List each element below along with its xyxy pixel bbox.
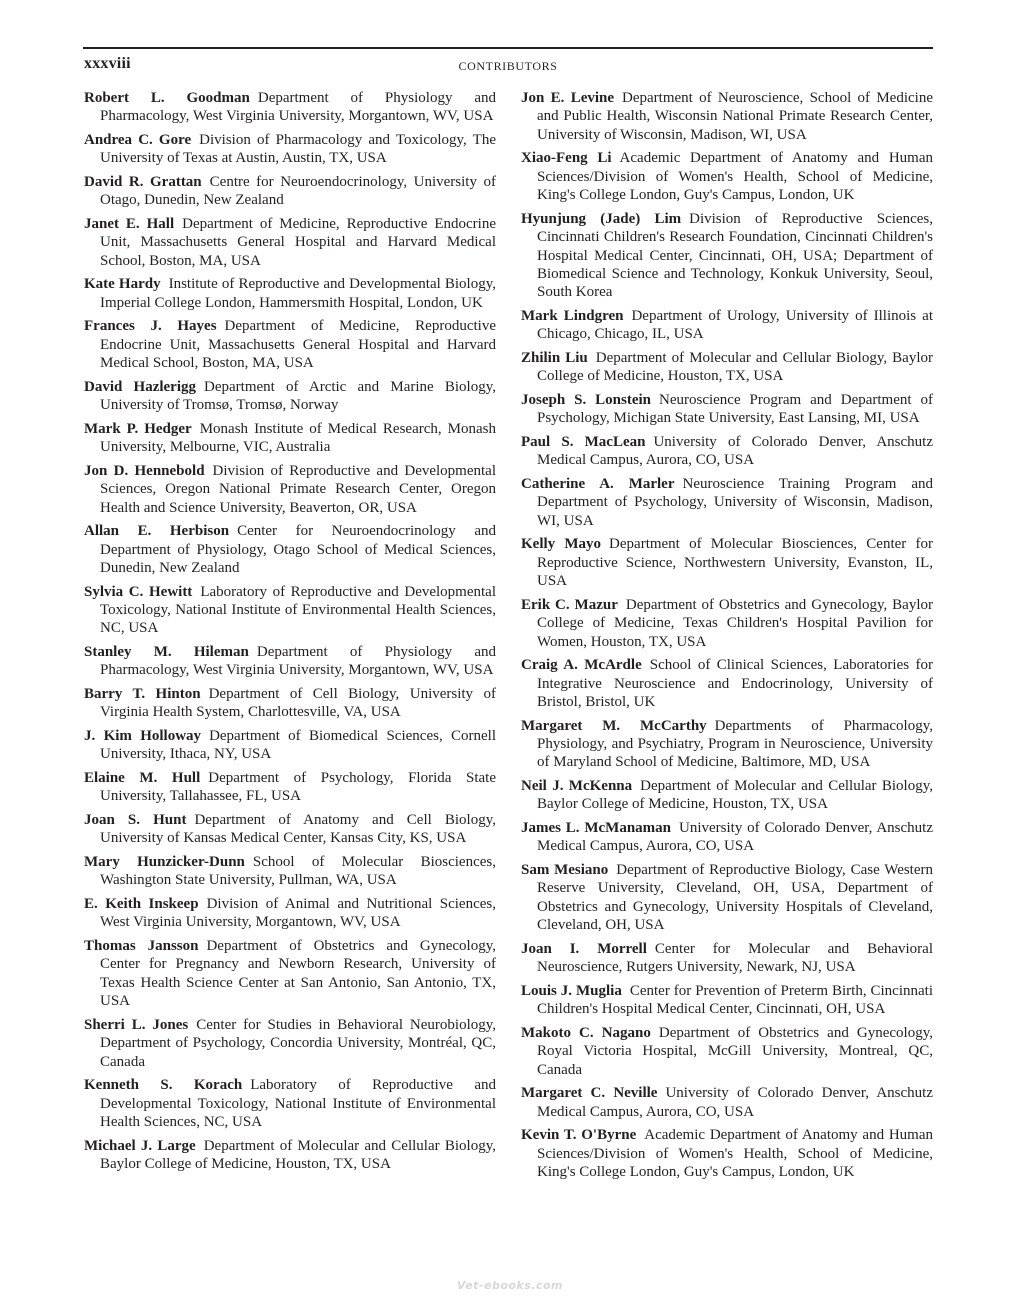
contributor-name: J. Kim Holloway xyxy=(84,728,202,745)
contributor-affiliation: Department of Physiology and Pharmacology, West Virginia University, Morgantown, WV, USA xyxy=(100,90,496,125)
contributor-name: Craig A. McArdle xyxy=(521,657,642,674)
contributor-affiliation: Department of Molecular and Cellular Biology, Baylor College of Medicine, Houston, TX, USA xyxy=(537,778,934,813)
page-number: xxxviii xyxy=(84,55,131,72)
contributor-entry xyxy=(521,391,933,428)
contributor-affiliation: Centre for Neuroendocrinology, University of Otago, Dunedin, New Zealand xyxy=(100,174,496,209)
contributor-affiliation: Department of Biomedical Sciences, Cornell University, Ithaca, NY, USA xyxy=(100,728,497,763)
contributor-name: James L. McManaman xyxy=(521,820,672,837)
contributor-affiliation: Division of Reproductive and Developmental Sciences, Oregon National Primate Research Center, Oregon Health and Science University, Beaverton, OR, USA xyxy=(100,462,496,516)
contributor-entry xyxy=(521,1024,933,1079)
contributor-affiliation: Department of Medicine, Reproductive Endocrine Unit, Massachusetts General Hospital and Harvard Medical School, Boston, MA, USA xyxy=(100,318,496,372)
contributor-name: Joan I. Morrell xyxy=(521,940,647,957)
contributors-right-column xyxy=(521,89,933,1187)
contributor-affiliation: Division of Reproductive Sciences, Cincinnati Children's Research Foundation, Cincinnati Children's Hospital Medical Center, Cincinnati, OH, USA; Department of Biomedical Science and Technology, Konkuk University, Seoul, South Korea xyxy=(537,210,933,301)
contributor-affiliation: University of Colorado Denver, Anschutz Medical Campus, Aurora, CO, USA xyxy=(537,820,933,855)
contributor-entry xyxy=(521,982,933,1019)
contributor-entry xyxy=(521,777,933,814)
contributor-entry xyxy=(84,89,496,126)
contributor-name: David Hazlerigg xyxy=(84,378,197,395)
contributor-entry xyxy=(84,685,496,722)
contributor-entry xyxy=(84,522,496,577)
contributor-name: Louis J. Muglia xyxy=(521,982,622,999)
contributor-entry xyxy=(84,769,496,806)
contributor-entry xyxy=(521,1084,933,1121)
contributor-affiliation: Department of Obstetrics and Gynecology, Center for Pregnancy and Newborn Research, University of Texas Health Science Center at San Antonio, San Antonio, TX, USA xyxy=(100,938,496,1010)
contributor-entry xyxy=(521,210,933,302)
contributor-name: Margaret M. McCarthy xyxy=(521,717,707,734)
contributor-name: Jon D. Hennebold xyxy=(84,462,205,479)
contributor-affiliation: Center for Molecular and Behavioral Neuroscience, Rutgers University, Newark, NJ, USA xyxy=(537,940,933,976)
contributor-affiliation: Laboratory of Reproductive and Developmental Toxicology, National Institute of Environmental Health Sciences, NC, USA xyxy=(100,583,497,637)
contributor-entry xyxy=(521,89,933,144)
contributor-name: Mary Hunzicker-Dunn xyxy=(84,854,245,871)
contributor-affiliation: Laboratory of Reproductive and Developmental Toxicology, National Institute of Environmental Health Sciences, NC, USA xyxy=(100,1077,496,1131)
contributor-affiliation: Department of Cell Biology, University of Virginia Health System, Charlottesville, VA, USA xyxy=(100,686,496,721)
contributor-name: Andrea C. Gore xyxy=(84,132,192,148)
contributor-name: Mark P. Hedger xyxy=(84,420,192,437)
contributor-name: E. Keith Inskeep xyxy=(84,896,199,913)
contributor-name: Sylvia C. Hewitt xyxy=(84,583,193,600)
contributor-entry xyxy=(84,643,496,680)
contributor-entry xyxy=(84,937,496,1011)
contributor-name: Makoto C. Nagano xyxy=(521,1024,651,1041)
contributor-entry xyxy=(521,149,933,204)
contributor-name: Joan S. Hunt xyxy=(84,812,187,829)
contributor-entry xyxy=(84,420,496,457)
running-head: CONTRIBUTORS xyxy=(458,59,558,73)
contributors-left-column xyxy=(84,89,496,1179)
contributor-name: David R. Grattan xyxy=(84,174,202,190)
contributor-affiliation: Center for Neuroendocrinology and Department of Physiology, Otago School of Medical Sciences, Dunedin, New Zealand xyxy=(100,523,497,577)
contributor-affiliation: Division of Animal and Nutritional Sciences, West Virginia University, Morgantown, WV, USA xyxy=(100,896,496,931)
contributor-entry xyxy=(84,131,496,168)
contributor-name: Mark Lindgren xyxy=(521,308,624,325)
contributor-affiliation: Department of Medicine, Reproductive Endocrine Unit, Massachusetts General Hospital and Harvard Medical School, Boston, MA, USA xyxy=(100,216,496,269)
contributor-entry xyxy=(521,433,933,470)
contributor-name: Allan E. Herbison xyxy=(84,523,230,540)
contributor-affiliation: Department of Neuroscience, School of Medicine and Public Health, Wisconsin National Primate Research Center, University of Wisconsin, Madison, WI, USA xyxy=(537,90,933,143)
contributor-affiliation: Academic Department of Anatomy and Human Sciences/Division of Women's Health, School of Medicine, King's College London, Guy's Campus, London, UK xyxy=(537,150,933,204)
contributor-affiliation: Department of Molecular and Cellular Biology, Baylor College of Medicine, Houston, TX, USA xyxy=(537,350,933,385)
contributor-affiliation: Department of Psychology, Florida State University, Tallahassee, FL, USA xyxy=(100,770,497,805)
contributor-name: Janet E. Hall xyxy=(84,216,175,232)
contributor-entry xyxy=(521,307,933,344)
contributor-affiliation: Center for Studies in Behavioral Neurobiology, Department of Psychology, Concordia University, Montréal, QC, Canada xyxy=(100,1016,497,1070)
contributor-entry xyxy=(521,349,933,386)
contributor-entry xyxy=(84,317,496,372)
contributor-name: Neil J. McKenna xyxy=(521,778,633,795)
contributor-name: Hyunjung (Jade) Lim xyxy=(521,210,682,227)
contributor-name: Joseph S. Lonstein xyxy=(521,392,651,409)
contributor-entry xyxy=(521,475,933,530)
contributor-name: Robert L. Goodman xyxy=(84,90,250,106)
contributor-name: Sam Mesiano xyxy=(521,862,609,879)
contributor-entry xyxy=(84,462,496,517)
contributor-entry xyxy=(521,717,933,772)
contributor-affiliation: Departments of Pharmacology, Physiology, and Psychiatry, Program in Neuroscience, University of Maryland School of Medicine, Baltimore, MD, USA xyxy=(537,717,933,771)
contributor-name: Jon E. Levine xyxy=(521,90,615,106)
contributor-affiliation: Neuroscience Training Program and Department of Psychology, University of Wisconsin, Madison, WI, USA xyxy=(537,476,933,529)
contributor-entry xyxy=(84,173,496,210)
contributor-entry xyxy=(84,275,496,312)
contributor-name: Zhilin Liu xyxy=(521,350,588,367)
contributor-name: Paul S. MacLean xyxy=(521,434,646,451)
contributor-name: Xiao-Feng Li xyxy=(521,150,612,167)
contributor-entry xyxy=(84,1016,496,1071)
contributor-affiliation: Neuroscience Program and Department of Psychology, Michigan State University, East Lansing, MI, USA xyxy=(537,392,933,427)
contributor-name: Margaret C. Neville xyxy=(521,1085,658,1102)
contributor-affiliation: Department of Molecular and Cellular Biology, Baylor College of Medicine, Houston, TX, USA xyxy=(100,1137,496,1173)
contributor-entry xyxy=(84,215,496,270)
contributor-affiliation: Department of Molecular Biosciences, Center for Reproductive Science, Northwestern University, Evanston, IL, USA xyxy=(537,536,933,590)
watermark: Vet-ebooks.com xyxy=(456,1279,564,1292)
contributor-entry xyxy=(84,378,496,415)
contributor-name: Sherri L. Jones xyxy=(84,1016,189,1033)
contributor-name: Barry T. Hinton xyxy=(84,686,201,703)
contributor-entry xyxy=(84,727,496,764)
contributor-affiliation: University of Colorado Denver, Anschutz Medical Campus, Aurora, CO, USA xyxy=(537,1085,933,1120)
contributor-affiliation: Center for Prevention of Preterm Birth, Cincinnati Children's Hospital Medical Center, Cincinnati, OH, USA xyxy=(537,982,934,1018)
contributor-affiliation: Academic Department of Anatomy and Human Sciences/Division of Women's Health, School of Medicine, King's College London, Guy's Campus, London, UK xyxy=(537,1127,933,1181)
contributor-name: Kelly Mayo xyxy=(521,536,602,553)
contributor-entry xyxy=(521,596,933,651)
contributor-name: Kevin T. O'Byrne xyxy=(521,1127,637,1144)
contributor-entry xyxy=(84,583,496,638)
contributor-name: Stanley M. Hileman xyxy=(84,644,249,661)
contributor-affiliation: Department of Anatomy and Cell Biology, University of Kansas Medical Center, Kansas City, KS, USA xyxy=(100,812,496,847)
contributor-name: Frances J. Hayes xyxy=(84,318,217,335)
contributor-name: Erik C. Mazur xyxy=(521,596,618,613)
contributor-name: Michael J. Large xyxy=(84,1137,196,1154)
contributor-affiliation: Department of Obstetrics and Gynecology, Baylor College of Medicine, Texas Children's Hospital Pavilion for Women, Houston, TX, USA xyxy=(537,596,933,650)
contributor-name: Kate Hardy xyxy=(84,276,161,293)
contributor-affiliation: School of Clinical Sciences, Laboratories for Integrative Neuroscience and Endocrinology, University of Bristol, Bristol, UK xyxy=(537,657,934,711)
contributor-entry xyxy=(521,819,933,856)
contributor-entry xyxy=(84,1137,496,1174)
contributor-entry xyxy=(84,853,496,890)
contributor-entry xyxy=(84,811,496,848)
contributor-affiliation: Department of Arctic and Marine Biology, University of Tromsø, Tromsø, Norway xyxy=(100,378,496,414)
contributor-entry xyxy=(521,535,933,590)
contributor-entry xyxy=(84,1076,496,1131)
contributor-affiliation: Institute of Reproductive and Developmental Biology, Imperial College London, Hammersmith Hospital, London, UK xyxy=(100,276,496,311)
contributor-entry xyxy=(521,861,933,935)
contributor-entry xyxy=(84,895,496,932)
contributor-entry xyxy=(521,656,933,711)
contributor-entry xyxy=(521,1126,933,1181)
contributor-name: Thomas Jansson xyxy=(84,938,199,955)
contributor-affiliation: Department of Obstetrics and Gynecology, Royal Victoria Hospital, McGill University, Montreal, QC, Canada xyxy=(537,1024,933,1078)
contributor-entry xyxy=(521,940,933,977)
contributor-name: Catherine A. Marler xyxy=(521,476,675,493)
contributor-affiliation: Department of Urology, University of Illinois at Chicago, Chicago, IL, USA xyxy=(537,308,934,343)
contributor-affiliation: Monash Institute of Medical Research, Monash University, Melbourne, VIC, Australia xyxy=(100,420,496,456)
contributor-affiliation: School of Molecular Biosciences, Washington State University, Pullman, WA, USA xyxy=(100,854,496,889)
contributor-name: Kenneth S. Korach xyxy=(84,1077,243,1094)
contributor-affiliation: Division of Pharmacology and Toxicology, The University of Texas at Austin, Austin, TX, USA xyxy=(100,132,497,167)
contributor-name: Elaine M. Hull xyxy=(84,770,201,787)
contributor-affiliation: Department of Physiology and Pharmacology, West Virginia University, Morgantown, WV, USA xyxy=(100,644,496,679)
header-rule xyxy=(83,47,933,49)
contributor-affiliation: Department of Reproductive Biology, Case Western Reserve University, Cleveland, OH, USA, Department of Obstetrics and Gynecology, University Hospitals of Cleveland, Cleveland, OH, USA xyxy=(537,862,934,934)
contributor-affiliation: University of Colorado Denver, Anschutz Medical Campus, Aurora, CO, USA xyxy=(537,434,933,469)
